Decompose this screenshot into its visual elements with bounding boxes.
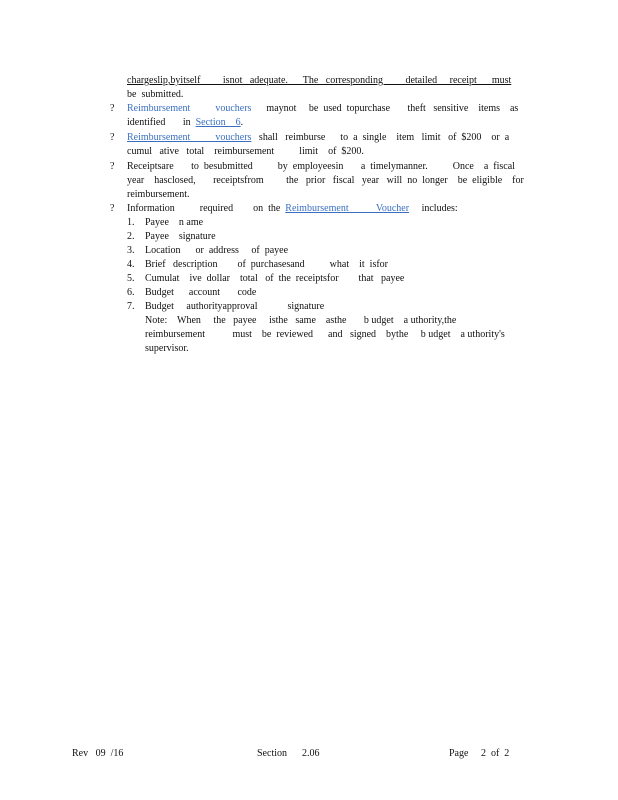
bullet-4-line-1 [127, 202, 458, 216]
list-item-number: 5. [127, 273, 135, 284]
bullet-1-line-2 [127, 116, 243, 130]
list-item-number: 2. [127, 231, 135, 242]
bullet-4-line-1-end: includes: [409, 203, 458, 214]
note-line-1: Note: When the payee isthe same asthe b udget a uthority,the [145, 315, 457, 326]
footer-section: Section 2.06 [257, 748, 320, 759]
list-item-number: 3. [127, 245, 135, 256]
continuation-line-1: chargeslip,byitself isnot adequate. The corresponding detailed receipt must [127, 75, 512, 86]
bullet-3-line-3: reimbursement. [127, 189, 190, 200]
reimbursement-voucher-link[interactable]: Reimbursement Voucher [285, 203, 410, 214]
list-item-number: 4. [127, 259, 135, 270]
bullet-2-line-2: cumul ative total reimbursement limit of $200. [127, 146, 364, 157]
note-line-3: supervisor. [145, 343, 189, 354]
list-item: Payee n ame [145, 217, 204, 228]
bullet-marker: ? [110, 103, 115, 114]
list-item: Budget authorityapproval signature [145, 301, 325, 312]
note-line-2: reimbursement must be reviewed and signed bythe b udget a uthority's [145, 329, 505, 340]
section-6-link[interactable]: Section 6 [195, 117, 241, 128]
bullet-1-line-1 [127, 102, 518, 116]
footer-revision: Rev 09 /16 [72, 748, 124, 759]
bullet-1-line-1-text: maynot be used topurchase theft sensitive items as [251, 103, 519, 114]
bullet-3-line-2: year hasclosed, receiptsfrom the prior fiscal year will no longer be eligible for [127, 175, 524, 186]
list-item: Cumulat ive dollar total of the receiptsfor that payee [145, 273, 405, 284]
continuation-line-2: be submitted. [127, 89, 184, 100]
reimbursement-vouchers-link[interactable]: Reimbursement vouchers [127, 103, 252, 114]
list-item-number: 1. [127, 217, 135, 228]
bullet-3-line-1: Receiptsare to besubmitted by employeesin a timelymanner. Once a fiscal [127, 161, 515, 172]
list-item-number: 6. [127, 287, 135, 298]
bullet-4-line-1-text: Information required on the [127, 203, 286, 214]
list-item: Brief description of purchasesand what it isfor [145, 259, 389, 270]
bullet-1-line-2-text: identified in [127, 117, 196, 128]
list-item: Budget account code [145, 287, 257, 298]
bullet-marker: ? [110, 132, 115, 143]
bullet-2-line-1 [127, 131, 509, 145]
bullet-1-line-2-end: . [240, 117, 244, 128]
bullet-marker: ? [110, 161, 115, 172]
footer-page-number: Page 2 of 2 [449, 748, 510, 759]
bullet-marker: ? [110, 203, 115, 214]
list-item-number: 7. [127, 301, 135, 312]
bullet-2-line-1-text: shall reimburse to a single item limit of $200 or a [251, 132, 510, 143]
list-item: Payee signature [145, 231, 216, 242]
list-item: Location or address of payee [145, 245, 289, 256]
reimbursement-vouchers-link[interactable]: Reimbursement vouchers [127, 132, 252, 143]
